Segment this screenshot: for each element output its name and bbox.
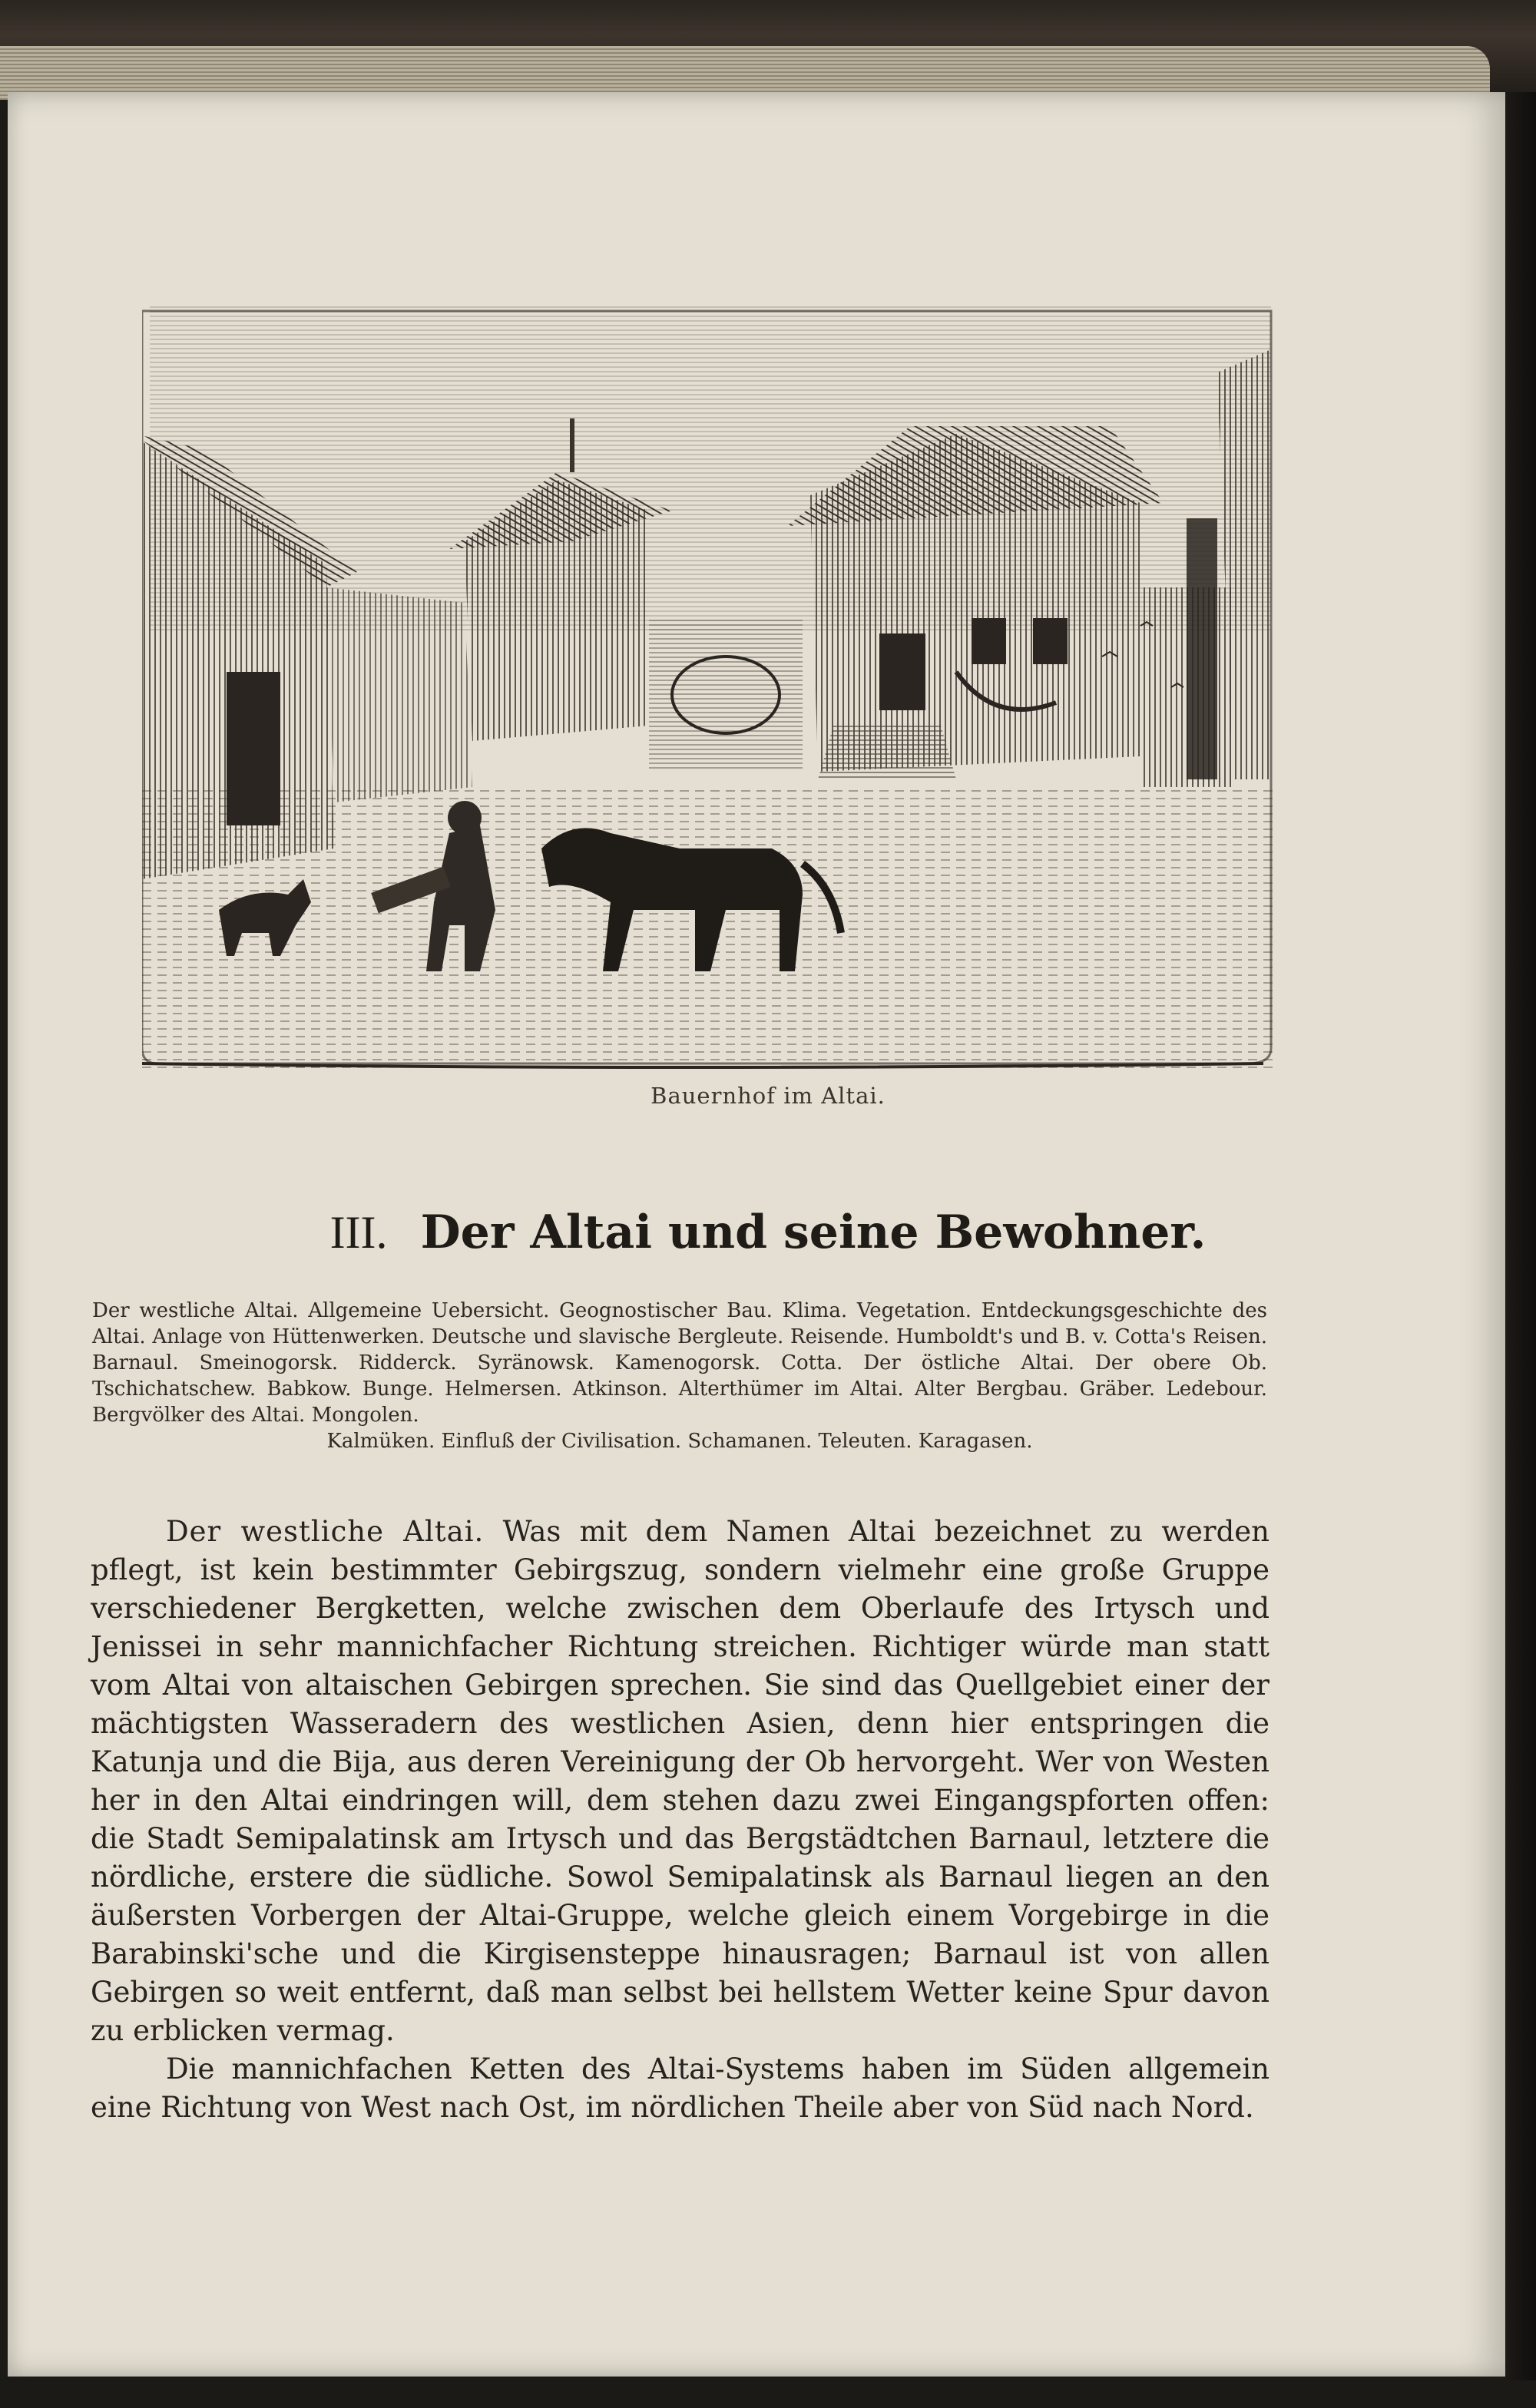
body-text [91,1513,1270,2127]
paragraph-1 [91,1513,1270,2050]
chapter-summary [92,1298,1267,1454]
paragraph-2: Die mannichfachen Ketten des Altai-Systems haben im Süden allgemein eine Richtung von West nach Ost, im nördlichen Theile aber von Süd nach Nord. [91,2052,1270,2124]
chapter-number: III. [329,1207,388,1258]
summary-text: Der westliche Altai. Allgemeine Uebersicht. Geognostischer Bau. Klima. Vegetation. Entdeckungsgeschichte des Altai. Anlage von Hüttenwerken. Deutsche und slavische Bergleute. Reisende. Humboldt's und B. v. Cotta's Reisen. Barnaul. Smeinogorsk. Ridderck. Syränowsk. Kamenogorsk. Cotta. Der östliche Altai. Der obere Ob. Tschichatschew. Babkow. Bunge. Helmersen. Atkinson. Alterthümer im Altai. Alter Bergbau. Gräber. Ledebour. Bergvölker des Altai. Mongolen. [92,1299,1267,1427]
paragraph-1-text: Was mit dem Namen Altai bezeichnet zu werden pflegt, ist kein bestimmter Gebirgszug, sondern vielmehr eine große Gruppe verschiedener Bergketten, welche zwischen dem Oberlaufe des Irtysch und Jenissei in sehr mannichfacher Richtung streichen. Richtiger würde man statt vom Altai von altaischen Gebirgen sprechen. Sie sind das Quellgebiet einer der mächtigsten Wasseradern des westlichen Asien, denn hier entspringen die Katunja und die Bija, aus deren Vereinigung der Ob hervorgeht. Wer von Westen her in den Altai eindringen will, dem stehen dazu zwei Eingangspforten offen: die Stadt Semipalatinsk am Irtysch und das Bergstädtchen Barnaul, letztere die nördliche, erstere die südliche. Sowol Semipalatinsk als Barnaul liegen an den äußersten Vorbergen der Altai-Gruppe, welche gleich einem Vorgebirge in die Barabinski'sche und die Kirgisensteppe hinausragen; Barnaul ist von allen Gebirgen so weit entfernt, daß man selbst bei hellstem Wetter keine Spur davon zu erblicken vermag. [91,1515,1270,2047]
chapter-title: Der Altai und seine Bewohner. [420,1206,1207,1259]
section-lead: Der westliche Altai. [166,1515,485,1548]
chapter-heading [0,1206,1536,1259]
summary-last-line: Kalmüken. Einfluß der Civilisation. Schamanen. Teleuten. Karagasen. [326,1430,1033,1453]
engraving-illustration [142,296,1279,1071]
illustration-caption: Bauernhof im Altai. [650,1083,886,1109]
